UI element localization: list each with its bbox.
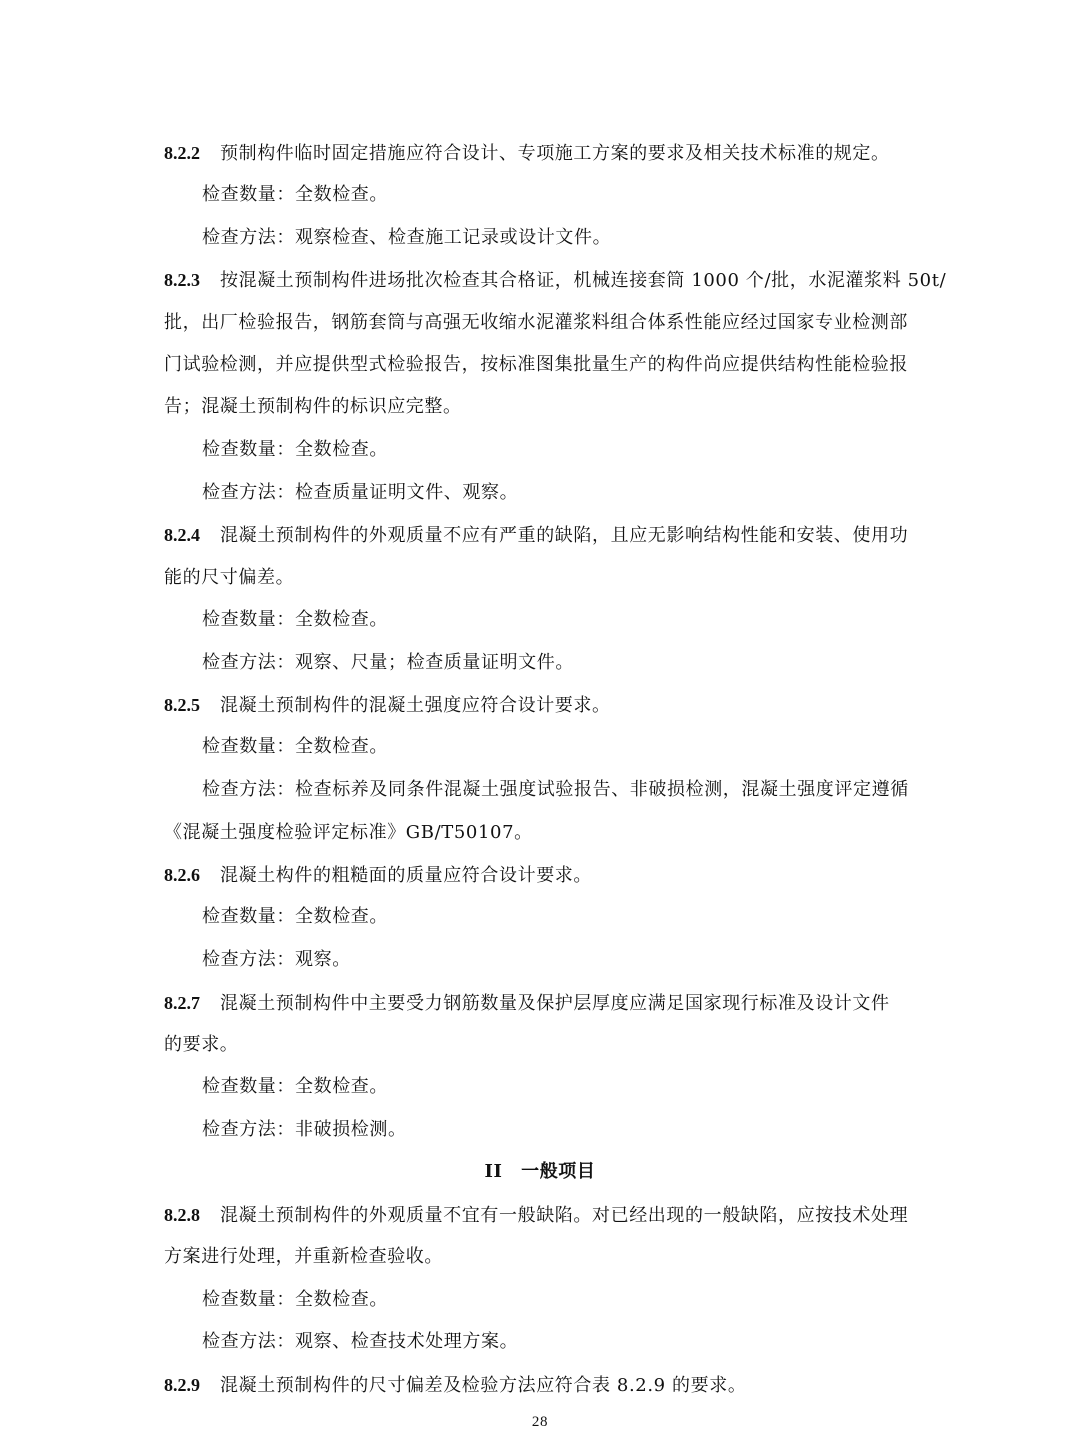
clause-8-2-4 bbox=[164, 522, 924, 549]
check-method: 检查方法：观察、检查技术处理方案。 bbox=[202, 1331, 519, 1352]
clause-continuation: 《混凝土强度检验评定标准》GB/T50107。 bbox=[164, 822, 533, 843]
clause-8-2-9 bbox=[164, 1372, 924, 1399]
clause-text: 混凝土预制构件的尺寸偏差及检验方法应符合表 8.2.9 的要求。 bbox=[220, 1375, 747, 1396]
clause-text: 混凝土构件的粗糙面的质量应符合设计要求。 bbox=[220, 865, 592, 886]
check-method: 检查方法：观察检查、检查施工记录或设计文件。 bbox=[202, 227, 612, 248]
clause-number: 8.2.9 bbox=[164, 1375, 200, 1395]
clause-8-2-2 bbox=[164, 140, 924, 167]
clause-text: 混凝土预制构件的外观质量不宜有一般缺陷。对已经出现的一般缺陷，应按技术处理 bbox=[220, 1205, 909, 1226]
check-method: 检查方法：观察、尺量；检查质量证明文件。 bbox=[202, 652, 574, 673]
clause-continuation: 告；混凝土预制构件的标识应完整。 bbox=[164, 396, 462, 417]
clause-continuation: 门试验检测，并应提供型式检验报告，按标准图集批量生产的构件尚应提供结构性能检验报 bbox=[164, 354, 908, 375]
check-method: 检查方法：检查标养及同条件混凝土强度试验报告、非破损检测，混凝土强度评定遵循 bbox=[202, 779, 909, 800]
clause-text: 混凝土预制构件的外观质量不应有严重的缺陷，且应无影响结构性能和安装、使用功 bbox=[220, 525, 909, 546]
clause-number: 8.2.4 bbox=[164, 525, 200, 545]
page-number: 28 bbox=[531, 1414, 549, 1430]
clause-8-2-6 bbox=[164, 862, 924, 889]
clause-8-2-8 bbox=[164, 1202, 924, 1229]
check-method: 检查方法：非破损检测。 bbox=[202, 1119, 407, 1140]
clause-continuation: 批，出厂检验报告，钢筋套筒与高强无收缩水泥灌浆料组合体系性能应经过国家专业检测部 bbox=[164, 312, 908, 333]
check-quantity: 检查数量：全数检查。 bbox=[202, 1289, 388, 1310]
clause-text: 按混凝土预制构件进场批次检查其合格证，机械连接套筒 1000 个/批，水泥灌浆料 50t/ bbox=[220, 270, 947, 291]
check-quantity: 检查数量：全数检查。 bbox=[202, 736, 388, 757]
clause-number: 8.2.7 bbox=[164, 993, 200, 1013]
check-quantity: 检查数量：全数检查。 bbox=[202, 439, 388, 460]
clause-number: 8.2.6 bbox=[164, 865, 200, 885]
clause-continuation: 的要求。 bbox=[164, 1034, 239, 1055]
check-quantity: 检查数量：全数检查。 bbox=[202, 609, 388, 630]
clause-number: 8.2.2 bbox=[164, 143, 200, 163]
clause-number: 8.2.5 bbox=[164, 695, 200, 715]
check-quantity: 检查数量：全数检查。 bbox=[202, 906, 388, 927]
check-quantity: 检查数量：全数检查。 bbox=[202, 1076, 388, 1097]
clause-text: 预制构件临时固定措施应符合设计、专项施工方案的要求及相关技术标准的规定。 bbox=[220, 143, 890, 164]
check-quantity: 检查数量：全数检查。 bbox=[202, 184, 388, 205]
clause-continuation: 方案进行处理，并重新检查验收。 bbox=[164, 1246, 443, 1267]
clause-text: 混凝土预制构件中主要受力钢筋数量及保护层厚度应满足国家现行标准及设计文件 bbox=[220, 993, 890, 1014]
clause-continuation: 能的尺寸偏差。 bbox=[164, 567, 295, 588]
clause-8-2-7 bbox=[164, 990, 924, 1017]
check-method: 检查方法：观察。 bbox=[202, 949, 351, 970]
clause-text: 混凝土预制构件的混凝土强度应符合设计要求。 bbox=[220, 695, 611, 716]
clause-8-2-3 bbox=[164, 267, 947, 294]
section-heading: II 一般项目 bbox=[484, 1161, 596, 1182]
clause-number: 8.2.8 bbox=[164, 1205, 200, 1225]
clause-number: 8.2.3 bbox=[164, 270, 200, 290]
clause-8-2-5 bbox=[164, 692, 924, 719]
check-method: 检查方法：检查质量证明文件、观察。 bbox=[202, 482, 519, 503]
